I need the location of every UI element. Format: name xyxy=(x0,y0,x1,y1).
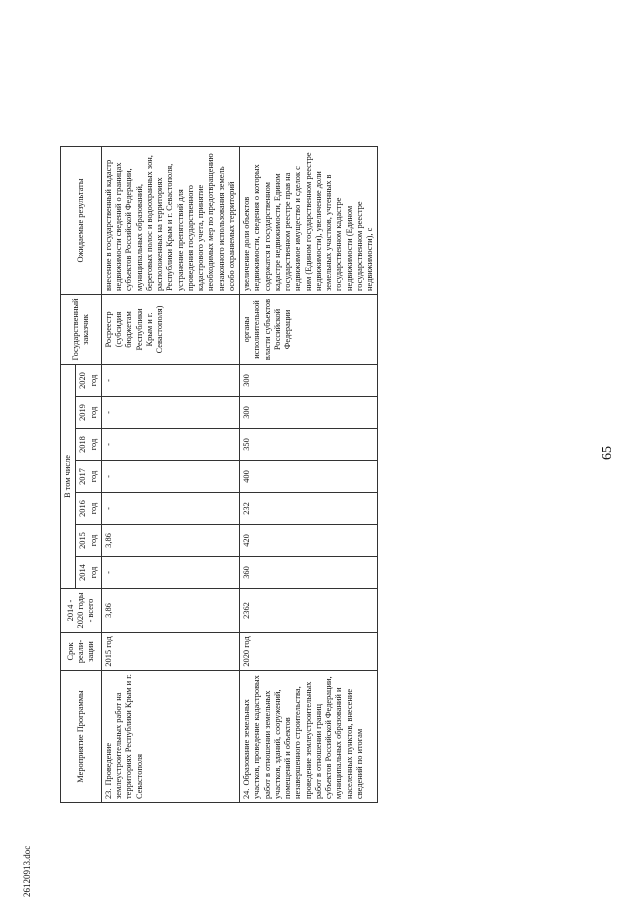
measure-text: Проведение землеустроительных работ на территориях Республики Крым и г. Севастополя xyxy=(103,674,144,799)
footer-file-name: 26120913.doc xyxy=(22,845,32,897)
page-number: 65 xyxy=(600,446,615,460)
year-cell: 300 xyxy=(240,365,378,397)
customer-cell: органы исполнительной власти субъектов Российской Федерации xyxy=(240,295,378,365)
header-year: 2018 год xyxy=(76,429,102,461)
year-cell: - xyxy=(101,397,239,429)
table-row xyxy=(101,147,239,803)
header-year: 2016 год xyxy=(76,493,102,525)
table-row xyxy=(240,147,378,803)
year-cell: 300 xyxy=(240,397,378,429)
header-measure: Мероприятие Программы xyxy=(61,671,102,803)
header-total: 2014 - 2020 годы - всего xyxy=(61,589,102,633)
header-year: 2014 год xyxy=(76,557,102,589)
year-cell: - xyxy=(101,493,239,525)
program-table xyxy=(60,146,378,803)
header-term: Срок реали-зации xyxy=(61,633,102,671)
header-customer: Государственный заказчик xyxy=(61,295,102,365)
year-cell: - xyxy=(101,461,239,493)
customer-cell: Росреестр (субсидия бюджетам Республики Крым и г. Севастополя) xyxy=(101,295,239,365)
measure-cell xyxy=(101,671,239,803)
measure-cell xyxy=(240,671,378,803)
results-cell: увеличение доли объектов недвижимости, сведения о которых содержатся в государственном кадастре недвижимости, Едином государственном реестре прав на недвижимое имущество и сделок с ним (Едином государственном реестре недвижимости), увеличение доли земельных участков, учтенных в государственном кадастре недвижимости (Едином государственном реестре недвижимости), с xyxy=(240,147,378,295)
year-cell: - xyxy=(101,429,239,461)
year-cell: - xyxy=(101,365,239,397)
year-cell: 3,86 xyxy=(101,525,239,557)
header-year: 2020 год xyxy=(76,365,102,397)
year-cell: 232 xyxy=(240,493,378,525)
results-cell: внесение в государственный кадастр недвижимости сведений о границах субъектов Российской Федерации, муниципальных образований, береговых полос и водоохранных зон, расположенных на территориях Республики Крым и г. Севастополя, устранение препятствий для проведения государственного кадастрового учета, принятие необходимых мер по предотвращению незаконного использования земель особо охраняемых территорий xyxy=(101,147,239,295)
header-subgroup: В том числе xyxy=(61,365,76,589)
measure-text: Образование земельных участков, проведение кадастровых работ в отношении земельных участков, зданий, сооружений, помещений и объектов незавершенного строительства, проведение землеустроительных работ в отношении границ субъектов Российской Федерации, муниципальных образований и населенных пунктов, внесение сведений по итогам xyxy=(242,675,364,799)
header-year: 2015 год xyxy=(76,525,102,557)
total-cell: 2362 xyxy=(240,589,378,633)
term-cell: 2020 год xyxy=(240,633,378,671)
year-cell: 400 xyxy=(240,461,378,493)
header-year: 2019 год xyxy=(76,397,102,429)
header-row xyxy=(61,147,76,803)
year-cell: 350 xyxy=(240,429,378,461)
row-number: 24. xyxy=(242,788,251,799)
year-cell: 420 xyxy=(240,525,378,557)
year-cell: 360 xyxy=(240,557,378,589)
row-number: 23. xyxy=(103,788,113,799)
total-cell: 3,86 xyxy=(101,589,239,633)
year-cell: - xyxy=(101,557,239,589)
term-cell: 2015 год xyxy=(101,633,239,671)
header-year: 2017 год xyxy=(76,461,102,493)
header-results: Ожидаемые результаты xyxy=(61,147,102,295)
